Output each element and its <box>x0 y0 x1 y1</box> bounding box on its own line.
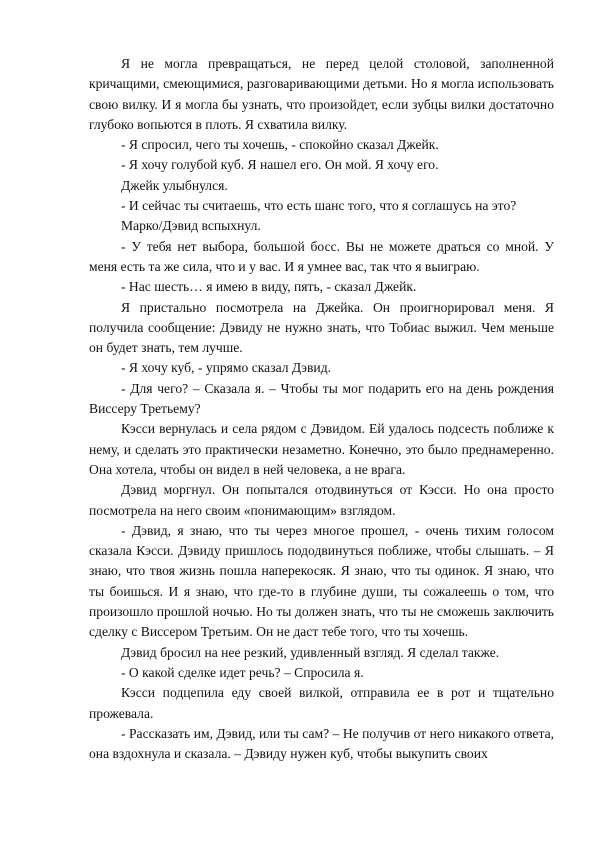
body-text <box>89 54 554 764</box>
paragraph: Дэвид бросил на нее резкий, удивленный взгляд. Я сделал также. <box>121 644 500 660</box>
paragraph: Марко/Дэвид вспыхнул. <box>121 218 261 234</box>
paragraph: - Рассказать им, Дэвид, или ты сам? – Не получив от него никакого ответа, она вздохнула и сказала. – Дэвиду нужен куб, чтобы выкупить своих <box>89 725 554 762</box>
paragraph: - О какой сделке идет речь? – Спросила я. <box>121 664 364 680</box>
paragraph: - У тебя нет выбора, большой босс. Вы не можете драться со мной. У меня есть та же сила, что и у вас. И я умнее вас, так что я выиграю. <box>89 238 554 274</box>
paragraph: - Я хочу куб, - упрямо сказал Дэвид. <box>121 360 332 376</box>
paragraph: - Я спросил, чего ты хочешь, - спокойно сказал Джейк. <box>121 137 439 153</box>
paragraph: - И сейчас ты считаешь, что есть шанс того, что я соглашусь на это? <box>121 198 517 214</box>
paragraph: - Нас шесть… я имею в виду, пять, - сказал Джейк. <box>121 279 417 295</box>
paragraph: Я не могла превращаться, не перед целой столовой, заполненной кричащими, смеющимися, разговаривающими детьми. Но я могла использовать свою вилку. И я могла бы узнать, что произойдет, если зубцы вилки достаточно глубоко вопьются в плоть. Я схватила вилку. <box>89 56 554 132</box>
paragraph: Дэвид моргнул. Он попытался отодвинуться от Кэсси. Но она просто посмотрела на него своим «понимающим» взглядом. <box>89 482 554 518</box>
paragraph: Джейк улыбнулся. <box>121 177 228 193</box>
paragraph: - Я хочу голубой куб. Я нашел его. Он мой. Я хочу его. <box>121 157 439 173</box>
paragraph: - Дэвид, я знаю, что ты через многое прошел, - очень тихим голосом сказала Кэсси. Дэвиду пришлось пододвинуться поближе, чтобы слышать. – Я знаю, что твоя жизнь пошла наперекосяк. Я знаю, что ты одинок. Я знаю, что ты боишься. И я знаю, что где-то в глубине души, ты сожалеешь о том, что произошло прошлой ночью. Но ты должен знать, что ты не сможешь заключить сделку с Виссером Третьим. Он не даст тебе того, что ты хочешь. <box>89 522 554 640</box>
paragraph: Кэсси подцепила еду своей вилкой, отправила ее в рот и тщательно прожевала. <box>89 685 554 721</box>
paragraph: Кэсси вернулась и села рядом с Дэвидом. Ей удалось подсесть поближе к нему, и сделать это практически незаметно. Конечно, это было преднамеренно. Она хотела, чтобы он видел в ней человека, а не врага. <box>89 421 554 477</box>
paragraph: - Для чего? – Сказала я. – Чтобы ты мог подарить его на день рождения Виссеру Третьему? <box>89 380 554 417</box>
paragraph: Я пристально посмотрела на Джейка. Он проигнорировал меня. Я получила сообщение: Дэвиду не нужно знать, что Тобиас выжил. Чем меньше он будет знать, тем лучше. <box>89 299 554 356</box>
